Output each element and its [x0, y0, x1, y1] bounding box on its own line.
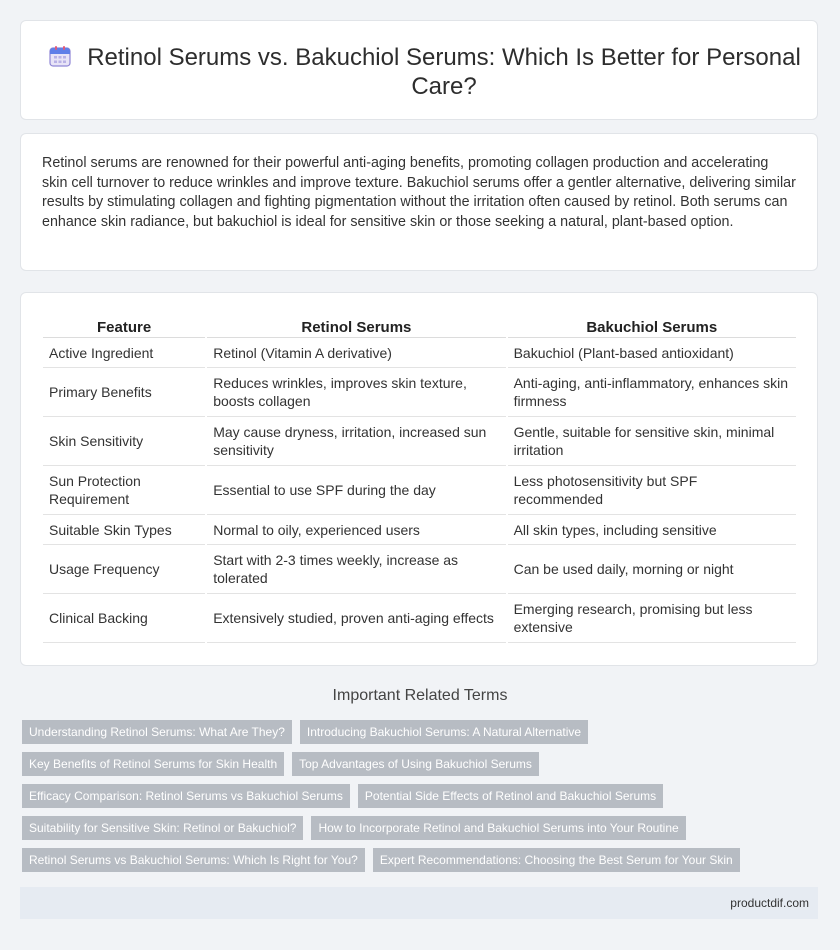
related-term-tag[interactable]: Introducing Bakuchiol Serums: A Natural Alternative — [300, 720, 588, 744]
bakuchiol-cell: Gentle, suitable for sensitive skin, minimal irritation — [508, 417, 796, 466]
feature-cell: Clinical Backing — [43, 594, 205, 643]
related-term-tag[interactable]: Suitability for Sensitive Skin: Retinol or Bakuchiol? — [22, 816, 303, 840]
related-term-tag[interactable]: Potential Side Effects of Retinol and Bakuchiol Serums — [358, 784, 663, 808]
intro-card — [20, 133, 818, 271]
retinol-cell: May cause dryness, irritation, increased sun sensitivity — [207, 417, 505, 466]
table-row — [43, 515, 796, 545]
related-tags-row — [22, 816, 686, 840]
retinol-cell: Normal to oily, experienced users — [207, 515, 505, 545]
bakuchiol-cell: Anti-aging, anti-inflammatory, enhances skin firmness — [508, 368, 796, 417]
related-tags-row — [22, 784, 663, 808]
column-header: Bakuchiol Serums — [508, 317, 796, 338]
related-term-tag[interactable]: Top Advantages of Using Bakuchiol Serums — [292, 752, 539, 776]
table-row — [43, 545, 796, 594]
related-tags-row — [22, 752, 539, 776]
bakuchiol-cell: Emerging research, promising but less extensive — [508, 594, 796, 643]
table-row — [43, 338, 796, 368]
bakuchiol-cell: All skin types, including sensitive — [508, 515, 796, 545]
header-card — [20, 20, 818, 120]
related-term-tag[interactable]: Key Benefits of Retinol Serums for Skin Health — [22, 752, 284, 776]
column-header: Feature — [43, 317, 205, 338]
footer-site-link[interactable]: productdif.com — [730, 896, 809, 910]
calendar-icon — [49, 45, 71, 67]
related-tags-row — [22, 720, 588, 744]
table-header-row — [43, 317, 796, 338]
related-term-tag[interactable]: Expert Recommendations: Choosing the Best Serum for Your Skin — [373, 848, 740, 872]
comparison-table — [41, 317, 798, 643]
feature-cell: Active Ingredient — [43, 338, 205, 368]
retinol-cell: Retinol (Vitamin A derivative) — [207, 338, 505, 368]
bakuchiol-cell: Bakuchiol (Plant-based antioxidant) — [508, 338, 796, 368]
related-tags-row — [22, 848, 740, 872]
related-term-tag[interactable]: Efficacy Comparison: Retinol Serums vs Bakuchiol Serums — [22, 784, 350, 808]
feature-cell: Suitable Skin Types — [43, 515, 205, 545]
related-term-tag[interactable]: How to Incorporate Retinol and Bakuchiol Serums into Your Routine — [311, 816, 685, 840]
footer-bar — [20, 887, 818, 919]
table-row — [43, 417, 796, 466]
bakuchiol-cell: Less photosensitivity but SPF recommended — [508, 466, 796, 515]
feature-cell: Sun Protection Requirement — [43, 466, 205, 515]
retinol-cell: Essential to use SPF during the day — [207, 466, 505, 515]
retinol-cell: Start with 2-3 times weekly, increase as tolerated — [207, 545, 505, 594]
table-row — [43, 466, 796, 515]
feature-cell: Primary Benefits — [43, 368, 205, 417]
feature-cell: Skin Sensitivity — [43, 417, 205, 466]
intro-paragraph: Retinol serums are renowned for their powerful anti-aging benefits, promoting collagen production and accelerating skin cell turnover to reduce wrinkles and improve texture. Bakuchiol serums offer a gentler alternative, delivering similar results by stimulating collagen and fighting pigmentation without the irritation often caused by retinol. Both serums can enhance skin radiance, but bakuchiol is ideal for sensitive skin or those seeking a natural, plant-based option. — [42, 155, 796, 230]
table-row — [43, 594, 796, 643]
bakuchiol-cell: Can be used daily, morning or night — [508, 545, 796, 594]
table-row — [43, 368, 796, 417]
feature-cell: Usage Frequency — [43, 545, 205, 594]
retinol-cell: Extensively studied, proven anti-aging effects — [207, 594, 505, 643]
page-title: Retinol Serums vs. Bakuchiol Serums: Which Is Better for Personal Care? — [87, 44, 801, 100]
column-header: Retinol Serums — [207, 317, 505, 338]
comparison-table-card — [20, 292, 818, 666]
retinol-cell: Reduces wrinkles, improves skin texture, boosts collagen — [207, 368, 505, 417]
related-term-tag[interactable]: Understanding Retinol Serums: What Are They? — [22, 720, 292, 744]
related-terms-heading: Important Related Terms — [332, 687, 508, 704]
related-term-tag[interactable]: Retinol Serums vs Bakuchiol Serums: Which Is Right for You? — [22, 848, 365, 872]
